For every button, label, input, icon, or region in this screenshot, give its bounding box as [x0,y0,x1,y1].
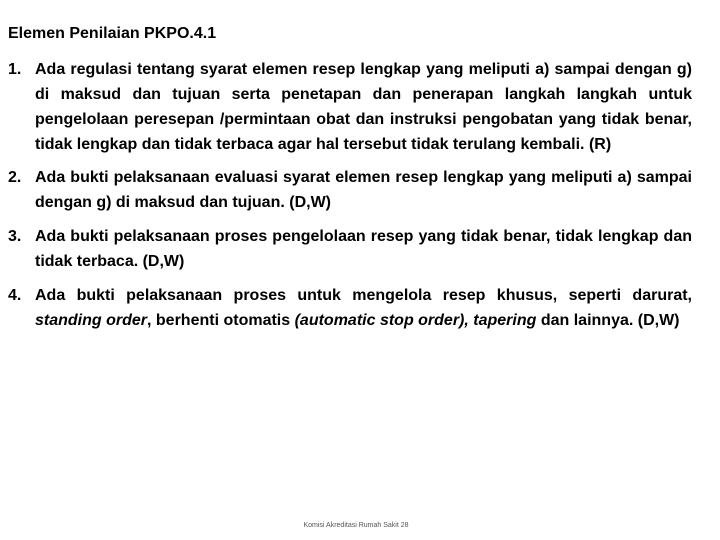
item-number: 4. [8,287,22,304]
item-number: 3. [8,228,22,245]
footer-text: Komisi Akreditasi Rumah Sakit 28 [303,522,409,529]
list-item [0,57,692,157]
item-number: 2. [8,169,22,186]
criteria-list [0,57,692,345]
list-item [0,224,692,274]
item-text: dan lainnya. (D,W) [536,312,680,329]
list-item [0,283,692,333]
item-number: 1. [8,61,22,78]
item-text: Ada bukti pelaksanaan proses untuk mengelola resep khusus, seperti darurat, [35,287,692,304]
italic-term: standing order [35,312,148,329]
item-text: Ada regulasi tentang syarat elemen resep lengkap yang meliputi a) sampai dengan g) di maksud dan tujuan serta penetapan dan penerapan langkah langkah untuk pengelolaan peresepan /permintaan obat dan instruksi pengobatan yang tidak benar, tidak lengkap dan tidak terbaca agar hal tersebut tidak terulang kembali. (R) [35,61,692,153]
page-title: Elemen Penilaian PKPO.4.1 [8,25,217,42]
item-text: , berhenti otomatis [147,312,295,329]
list-item [0,165,692,215]
item-text: Ada bukti pelaksanaan evaluasi syarat elemen resep lengkap yang meliputi a) sampai dengan g) di maksud dan tujuan. (D,W) [35,169,692,211]
item-text: Ada bukti pelaksanaan proses pengelolaan resep yang tidak benar, tidak lengkap dan tidak terbaca. (D,W) [35,228,692,270]
italic-term: (automatic stop order), tapering [294,312,537,329]
